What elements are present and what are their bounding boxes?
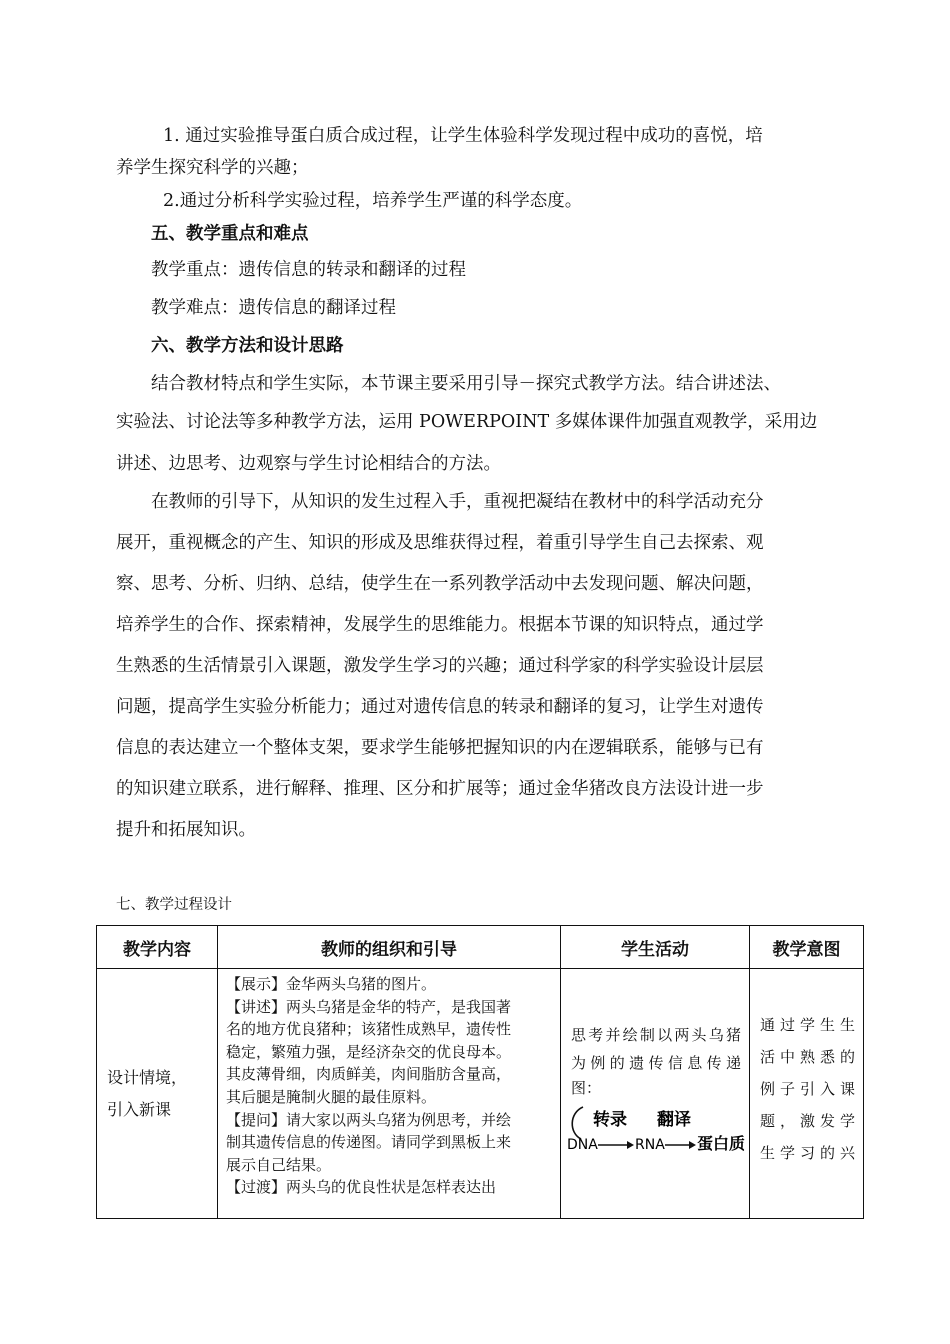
- design-line-2: 展开，重视概念的产生、知识的形成及思维获得过程，着重引导学生自己去探索、观: [116, 533, 764, 553]
- design-line-5: 生熟悉的生活情景引入课题，激发学生学习的兴趣；通过科学家的科学实验设计层层: [116, 656, 764, 676]
- cell-teacher: [218, 969, 561, 1219]
- teacher-line: 制其遗传信息的传递图。请同学到黑板上来: [226, 1133, 512, 1152]
- header-intent: 教学意图: [750, 926, 864, 969]
- label-dna: DNA: [567, 1136, 598, 1153]
- intent-line: 题，激发学: [760, 1111, 855, 1130]
- design-line-1: 在教师的引导下，从知识的发生过程入手，重视把凝结在教材中的科学活动充分: [151, 492, 764, 512]
- label-transcription: 转录: [593, 1109, 627, 1130]
- design-line-8: 的知识建立联系，进行解释、推理、区分和扩展等；通过金华猪改良方法设计进一步: [116, 779, 764, 799]
- section-5-heading: 五、教学重点和难点: [151, 224, 309, 244]
- header-teacher: 教师的组织和引导: [218, 926, 561, 969]
- design-line-9: 提升和拓展知识。: [116, 820, 256, 840]
- header-student: 学生活动: [561, 926, 750, 969]
- method-line-3: 讲述、边思考、边观察与学生讨论相结合的方法。: [116, 454, 501, 474]
- intent-line: 通过学生生: [760, 1015, 855, 1034]
- teacher-line: 【讲述】两头乌猪是金华的特产，是我国著: [226, 997, 512, 1016]
- content-line-1: 设计情境，: [107, 1067, 188, 1087]
- cell-intent: [750, 969, 864, 1219]
- teacher-line: 展示自己结果。: [226, 1155, 332, 1174]
- arrow-head-icon: [627, 1141, 634, 1149]
- header-content: 教学内容: [97, 926, 218, 969]
- curved-arrow-icon: [572, 1107, 583, 1139]
- cell-student: [561, 969, 750, 1219]
- section-7-heading: 七、教学过程设计: [116, 897, 232, 913]
- label-rna: RNA: [635, 1136, 665, 1153]
- design-line-6: 问题，提高学生实验分析能力；通过对遗传信息的转录和翻译的复习，让学生对遗传: [116, 697, 764, 717]
- teacher-line: 其皮薄骨细，肉质鲜美，肉间脂肪含量高，: [226, 1065, 512, 1084]
- key-point: 教学重点：遗传信息的转录和翻译的过程: [151, 260, 466, 280]
- teaching-process-table: [96, 925, 864, 1219]
- dna-rna-protein-diagram: [567, 1099, 747, 1161]
- label-protein: 蛋白质: [697, 1133, 746, 1153]
- student-line-2: 为例的遗传信息传递: [571, 1053, 741, 1072]
- label-translation: 翻译: [657, 1109, 691, 1130]
- arrow-head-icon: [689, 1141, 696, 1149]
- method-line-1: 结合教材特点和学生实际，本节课主要采用引导－探究式教学方法。结合讲述法、: [151, 374, 781, 394]
- difficulty: 教学难点：遗传信息的翻译过程: [151, 298, 396, 318]
- student-line-3: 图：: [571, 1078, 602, 1097]
- teacher-line: 稳定，繁殖力强，是经济杂交的优良母本。: [226, 1042, 512, 1061]
- student-line-1: 思考并绘制以两头乌猪: [571, 1025, 741, 1044]
- teacher-line: 【提问】请大家以两头乌猪为例思考，并绘: [226, 1110, 512, 1129]
- cell-content: [97, 969, 218, 1219]
- design-line-3: 察、思考、分析、归纳、总结，使学生在一系列教学活动中去发现问题、解决问题，: [116, 574, 764, 594]
- design-line-7: 信息的表达建立一个整体支架，要求学生能够把握知识的内在逻辑联系，能够与已有: [116, 738, 764, 758]
- intent-line: 活中熟悉的: [760, 1047, 855, 1066]
- teacher-line: 名的地方优良猪种；该猪性成熟早，遗传性: [226, 1020, 512, 1039]
- content-line-2: 引入新课: [107, 1099, 172, 1119]
- teacher-line: 【过渡】两头乌的优良性状是怎样表达出: [226, 1178, 497, 1197]
- intent-line: 例子引入课: [760, 1079, 855, 1098]
- table-row: [97, 969, 864, 1219]
- table-header-row: [97, 926, 864, 969]
- teacher-line: 其后腿是腌制火腿的最佳原料。: [226, 1087, 437, 1106]
- section-6-heading: 六、教学方法和设计思路: [151, 336, 344, 356]
- design-line-4: 培养学生的合作、探索精神，发展学生的思维能力。根据本节课的知识特点，通过学: [116, 615, 764, 635]
- objective-2: 2.通过分析科学实验过程，培养学生严谨的科学态度。: [163, 191, 583, 211]
- objective-1-line-1: 1. 通过实验推导蛋白质合成过程，让学生体验科学发现过程中成功的喜悦，培: [163, 126, 763, 146]
- teacher-line: 【展示】金华两头乌猪的图片。: [226, 975, 437, 993]
- objective-1-line-2: 养学生探究科学的兴趣；: [116, 158, 309, 178]
- method-line-2: 实验法、讨论法等多种教学方法，运用 POWERPOINT 多媒体课件加强直观教学，采用边: [116, 412, 818, 432]
- intent-line: 生学习的兴: [760, 1143, 855, 1162]
